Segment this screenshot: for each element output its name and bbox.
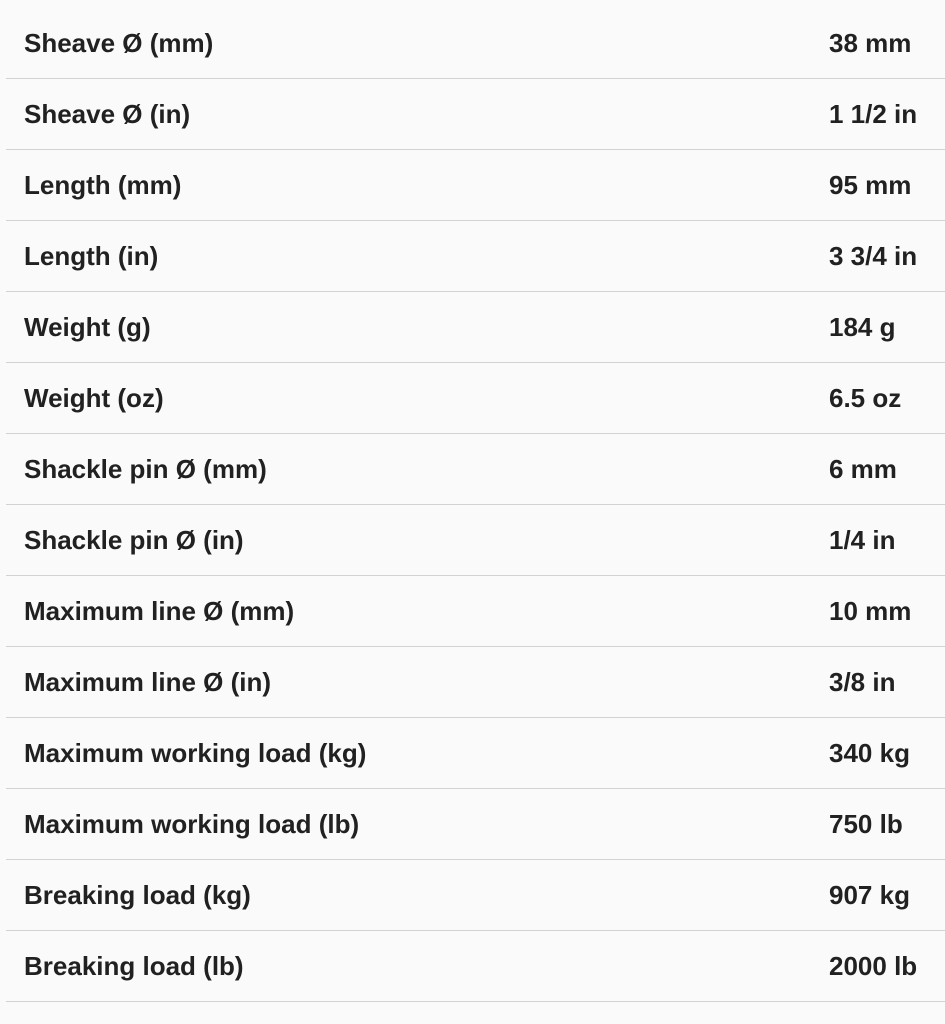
table-row [6, 79, 945, 150]
spec-label: Length (mm) [6, 150, 811, 221]
spec-label: Maximum working load (kg) [6, 718, 811, 789]
table-row [6, 505, 945, 576]
spec-label: Weight (oz) [6, 363, 811, 434]
spec-value: 750 lb [811, 789, 945, 860]
spec-label: Shackle pin Ø (in) [6, 505, 811, 576]
spec-value: 1/4 in [811, 505, 945, 576]
spec-value: 3 3/4 in [811, 221, 945, 292]
table-row [6, 789, 945, 860]
table-row [6, 292, 945, 363]
table-row [6, 860, 945, 931]
spec-value: 3/8 in [811, 647, 945, 718]
table-row [6, 647, 945, 718]
spec-label: Maximum working load (lb) [6, 789, 811, 860]
table-row [6, 931, 945, 1002]
spec-table [6, 8, 945, 1002]
spec-value: 6.5 oz [811, 363, 945, 434]
spec-label: Weight (g) [6, 292, 811, 363]
spec-value: 1 1/2 in [811, 79, 945, 150]
spec-table-body [6, 8, 945, 1002]
spec-value: 38 mm [811, 8, 945, 79]
table-row [6, 150, 945, 221]
table-row [6, 8, 945, 79]
spec-value: 340 kg [811, 718, 945, 789]
spec-label: Sheave Ø (in) [6, 79, 811, 150]
table-row [6, 434, 945, 505]
table-row [6, 576, 945, 647]
spec-label: Maximum line Ø (in) [6, 647, 811, 718]
spec-value: 10 mm [811, 576, 945, 647]
table-row [6, 718, 945, 789]
spec-label: Maximum line Ø (mm) [6, 576, 811, 647]
spec-label: Breaking load (kg) [6, 860, 811, 931]
table-row [6, 363, 945, 434]
spec-value: 6 mm [811, 434, 945, 505]
spec-value: 184 g [811, 292, 945, 363]
spec-label: Length (in) [6, 221, 811, 292]
spec-label: Breaking load (lb) [6, 931, 811, 1002]
spec-value: 907 kg [811, 860, 945, 931]
spec-value: 95 mm [811, 150, 945, 221]
spec-value: 2000 lb [811, 931, 945, 1002]
spec-label: Sheave Ø (mm) [6, 8, 811, 79]
spec-label: Shackle pin Ø (mm) [6, 434, 811, 505]
table-row [6, 221, 945, 292]
